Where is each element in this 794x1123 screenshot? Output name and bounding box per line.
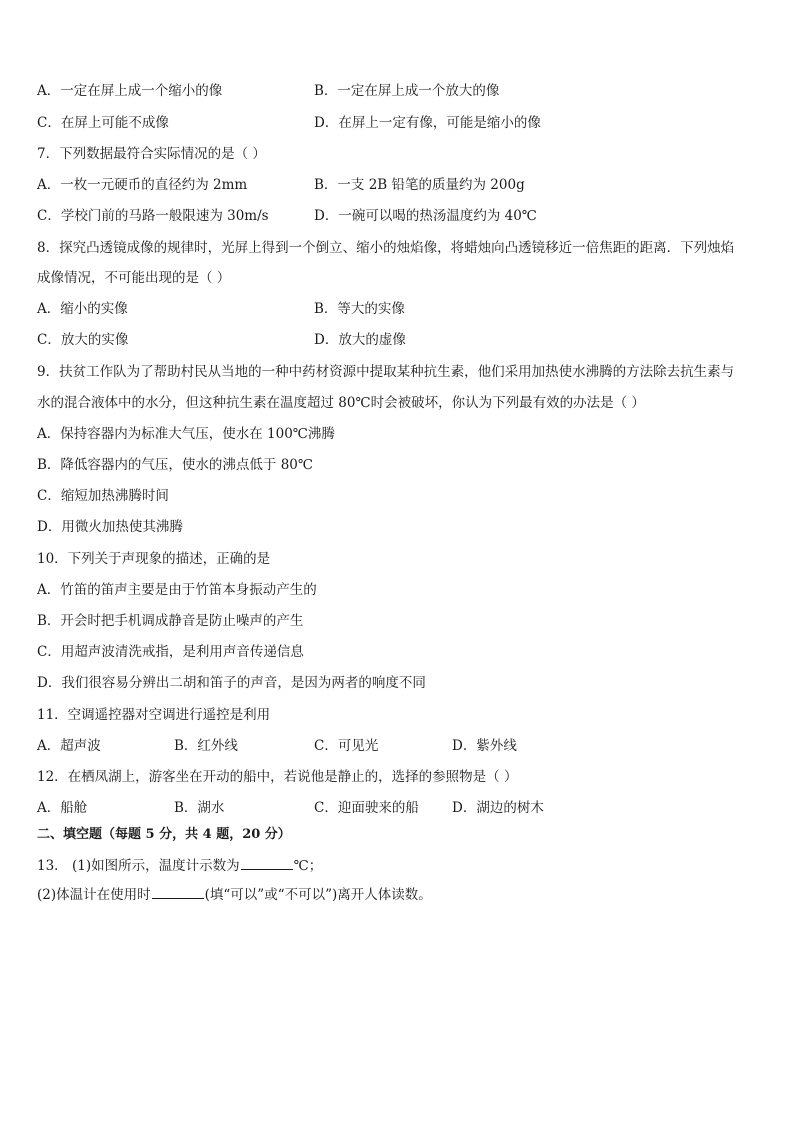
q9-option-c: C．缩短加热沸腾时间	[37, 488, 169, 504]
q9-option-d: D．用微火加热使其沸腾	[37, 519, 183, 535]
q13-blank-1[interactable]	[241, 855, 293, 870]
q6-options-row-1	[37, 81, 757, 101]
q13-part-1-suffix: ℃；	[293, 858, 323, 874]
q7-option-c: C．学校门前的马路一般限速为 30m/s	[37, 208, 269, 224]
q10-option-c: C．用超声波清洗戒指，是利用声音传递信息	[37, 644, 304, 660]
q6-option-d: D．在屏上一定有像，可能是缩小的像	[314, 115, 541, 131]
q8-option-a: A．缩小的实像	[37, 301, 128, 317]
q11-option-d: D．紫外线	[452, 738, 517, 754]
q12-option-c: C．迎面驶来的船	[314, 800, 419, 816]
q10-stem: 10．下列关于声现象的描述，正确的是	[37, 551, 271, 567]
q13-blank-2[interactable]	[152, 884, 204, 899]
q8-option-c: C．放大的实像	[37, 332, 129, 348]
q11-option-c: C．可见光	[314, 738, 379, 754]
q11-option-a: A．超声波	[37, 738, 101, 754]
q7-option-b: B．一支 2B 铅笔的质量约为 200g	[314, 177, 525, 193]
q8-stem-line-2: 成像情况，不可能出现的是（ ）	[37, 270, 231, 286]
q6-options-row-2	[37, 113, 757, 133]
q7-stem: 7．下列数据最符合实际情况的是（ ）	[37, 146, 266, 162]
q12-stem: 12．在栖凤湖上，游客坐在开动的船中，若说他是静止的，选择的参照物是（ ）	[37, 769, 518, 785]
q10-option-d: D．我们很容易分辨出二胡和笛子的声音，是因为两者的响度不同	[37, 675, 426, 691]
section-heading-fill-in: 二、填空题（每题 5 分，共 4 题，20 分）	[37, 827, 291, 842]
q8-options-row-2	[37, 330, 757, 350]
q13-part-1	[37, 855, 322, 876]
q6-option-b: B．一定在屏上成一个放大的像	[314, 83, 500, 99]
q8-option-d: D．放大的虚像	[314, 332, 406, 348]
q10-option-b: B．开会时把手机调成静音是防止噪声的产生	[37, 613, 304, 629]
q13-part-2-prefix: (2)体温计在使用时	[37, 887, 151, 903]
q7-option-a: A．一枚一元硬币的直径约为 2mm	[37, 177, 248, 193]
q7-options-row-2	[37, 206, 757, 226]
q9-option-b: B．降低容器内的气压，使水的沸点低于 80℃	[37, 457, 313, 473]
q8-option-b: B．等大的实像	[314, 301, 405, 317]
q6-option-a: A．一定在屏上成一个缩小的像	[37, 83, 223, 99]
q7-option-d: D．一碗可以喝的热汤温度约为 40℃	[314, 208, 537, 224]
q9-stem-line-2: 水的混合液体中的水分，但这种抗生素在温度超过 80℃时会被破坏，你认为下列最有效的办法是（ ）	[37, 395, 645, 411]
q12-options-row	[37, 798, 757, 818]
q12-option-b: B．湖水	[174, 800, 225, 816]
q7-options-row-1	[37, 175, 757, 195]
q13-part-2-suffix: (填“可以”或“不可以”)离开人体读数。	[204, 887, 432, 903]
q6-option-c: C．在屏上可能不成像	[37, 115, 169, 131]
q10-option-a: A．竹笛的笛声主要是由于竹笛本身振动产生的	[37, 582, 317, 598]
q12-option-a: A．船舱	[37, 800, 88, 816]
q9-option-a: A．保持容器内为标准大气压，使水在 100℃沸腾	[37, 426, 335, 442]
q8-options-row-1	[37, 299, 757, 319]
q11-option-b: B．红外线	[174, 738, 238, 754]
q13-part-2	[37, 884, 432, 905]
q8-stem-line-1: 8．探究凸透镜成像的规律时，光屏上得到一个倒立、缩小的烛焰像，将蜡烛向凸透镜移近一倍焦距的距离．下列烛焰	[37, 240, 735, 256]
q11-options-row	[37, 736, 757, 756]
q13-part-1-prefix: 13． (1)如图所示，温度计示数为	[37, 858, 240, 874]
q9-stem-line-1: 9．扶贫工作队为了帮助村民从当地的一种中药材资源中提取某种抗生素，他们采用加热使水沸腾的方法除去抗生素与	[37, 364, 735, 380]
q12-option-d: D．湖边的树木	[452, 800, 544, 816]
q11-stem: 11．空调遥控器对空调进行遥控是利用	[37, 707, 271, 723]
